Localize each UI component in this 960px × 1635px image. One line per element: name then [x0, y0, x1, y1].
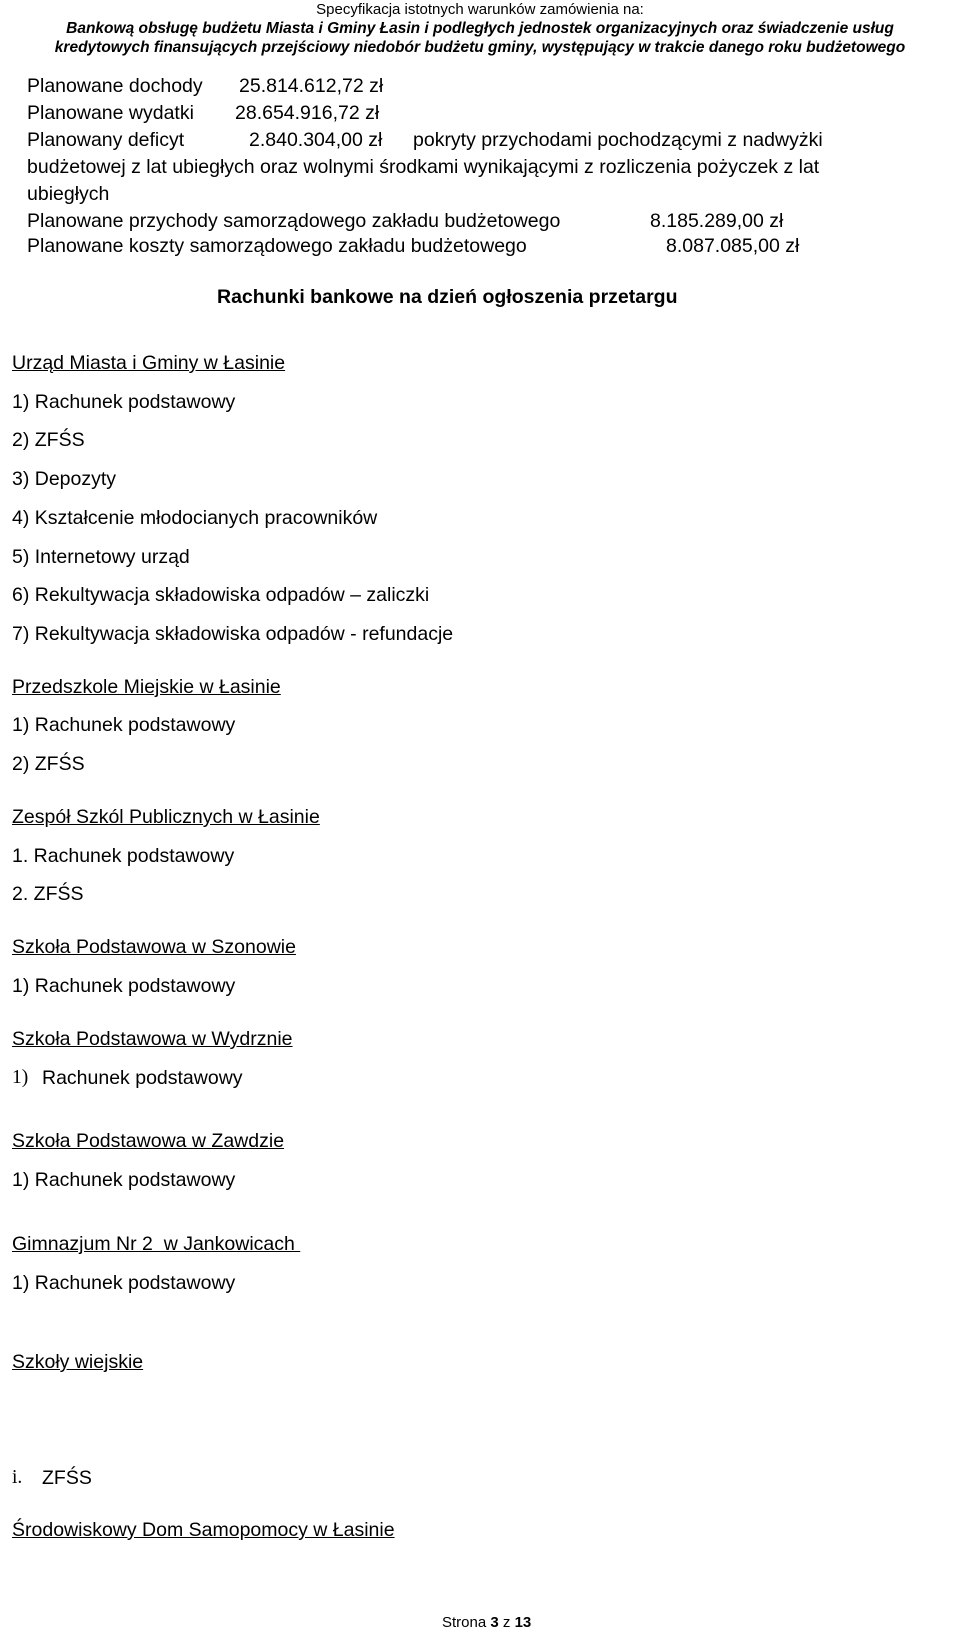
account-item: 4) Kształcenie młodocianych pracowników: [12, 507, 378, 529]
unit-heading: Środowiskowy Dom Samopomocy w Łasinie: [12, 1519, 395, 1541]
revenue-label: Planowane przychody samorządowego zakładu budżetowego: [27, 210, 561, 232]
cost-label: Planowane koszty samorządowego zakładu budżetowego: [27, 235, 527, 257]
unit-heading: Szkoła Podstawowa w Szonowie: [12, 936, 296, 958]
account-item: 1) Rachunek podstawowy: [12, 975, 236, 997]
account-item: Rachunek podstawowy: [42, 1067, 243, 1089]
unit-heading: Urząd Miasta i Gminy w Łasinie: [12, 352, 286, 374]
account-item: ZFŚS: [42, 1467, 92, 1489]
unit-heading: Gimnazjum Nr 2 w Jankowicach: [12, 1233, 301, 1255]
section-title: Rachunki bankowe na dzień ogłoszenia przetargu: [217, 286, 678, 308]
account-marker: 1): [12, 1067, 29, 1088]
account-item: 2. ZFŚS: [12, 883, 84, 905]
cost-value: 8.087.085,00 zł: [666, 235, 800, 257]
account-item: 1) Rachunek podstawowy: [12, 714, 236, 736]
current-page: 3: [490, 1614, 499, 1631]
account-item: 1. Rachunek podstawowy: [12, 845, 235, 867]
document-header-subject-line2: kredytowych finansujących przejściowy niedobór budżetu gminy, występujący w trakcie danego roku budżetowego: [54, 39, 906, 56]
unit-heading: Zespół Szkól Publicznych w Łasinie: [12, 806, 320, 828]
account-item: 6) Rekultywacja składowiska odpadów – zaliczki: [12, 584, 430, 606]
income-value: 25.814.612,72 zł: [239, 75, 384, 97]
total-pages: 13: [514, 1614, 532, 1631]
account-item: 1) Rachunek podstawowy: [12, 391, 236, 413]
account-marker: i.: [12, 1467, 23, 1488]
deficit-description-3: ubiegłych: [27, 183, 110, 205]
deficit-description-2: budżetowej z lat ubiegłych oraz wolnymi środkami wynikającymi z rozliczenia pożyczek z lat: [27, 156, 820, 178]
document-header-title: Specyfikacja istotnych warunków zamówienia na:: [316, 1, 644, 18]
page-label: Strona: [442, 1614, 487, 1631]
page-separator: z: [502, 1614, 511, 1631]
revenue-value: 8.185.289,00 zł: [650, 210, 784, 232]
document-header-subject-line1: Bankową obsługę budżetu Miasta i Gminy Łasin i podległych jednostek organizacyjnych oraz świadczenie usług: [66, 20, 894, 37]
unit-heading: Szkoła Podstawowa w Zawdzie: [12, 1130, 285, 1152]
deficit-value: 2.840.304,00 zł: [249, 129, 383, 151]
unit-heading: Przedszkole Miejskie w Łasinie: [12, 676, 281, 698]
account-item: 5) Internetowy urząd: [12, 546, 190, 568]
account-item: 2) ZFŚS: [12, 753, 85, 775]
unit-heading: Szkoła Podstawowa w Wydrznie: [12, 1028, 293, 1050]
expense-value: 28.654.916,72 zł: [235, 102, 380, 124]
income-label: Planowane dochody: [27, 75, 203, 97]
expense-label: Planowane wydatki: [27, 102, 194, 124]
account-item: 1) Rachunek podstawowy: [12, 1272, 236, 1294]
account-item: 3) Depozyty: [12, 468, 117, 490]
deficit-description-1: pokryty przychodami pochodzącymi z nadwyżki: [413, 129, 823, 151]
deficit-label: Planowany deficyt: [27, 129, 185, 151]
account-item: 7) Rekultywacja składowiska odpadów - refundacje: [12, 623, 454, 645]
account-item: 2) ZFŚS: [12, 429, 85, 451]
page-number: [442, 1614, 531, 1631]
account-item: 1) Rachunek podstawowy: [12, 1169, 236, 1191]
unit-heading: Szkoły wiejskie: [12, 1351, 144, 1373]
